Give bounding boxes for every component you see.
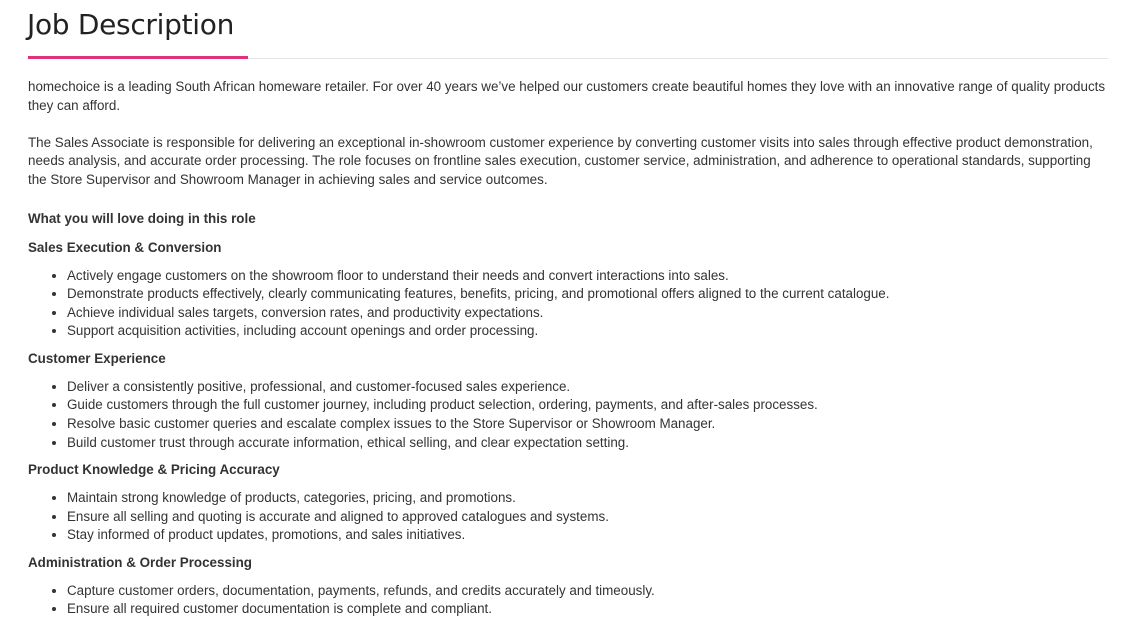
list-item: • Stay informed of product updates, promotions, and sales initiatives. [67, 526, 1108, 545]
role-summary-paragraph: The Sales Associate is responsible for delivering an exceptional in-showroom customer experience by converting customer visits into sales through effective product demonstration, needs analysis, and accurate order processing. The role focuses on frontline sales execution, customer service, administration, and adherence to operational standards, supporting the Store Supervisor and Showroom Manager in achieving sales and service outcomes. [28, 134, 1093, 188]
section-heading-product-knowledge: Product Knowledge & Pricing Accuracy [28, 462, 280, 478]
title-accent-underline [28, 56, 248, 59]
list-item: • Support acquisition activities, including account openings and order processing. [67, 322, 1108, 341]
list-item: • Guide customers through the full customer journey, including product selection, ordering, payments, and after-sales processes. [67, 396, 1108, 415]
page-title: Job Description [27, 8, 235, 41]
section-heading-customer-experience: Customer Experience [28, 350, 166, 366]
section-header [28, 0, 1108, 59]
list-item: • Demonstrate products effectively, clearly communicating features, benefits, pricing, and promotional offers aligned to the current catalogue. [67, 285, 1108, 304]
list-item: • Achieve individual sales targets, conversion rates, and productivity expectations. [67, 304, 1108, 323]
list-item: • Build customer trust through accurate information, ethical selling, and clear expectation setting. [67, 434, 1108, 453]
list-item: • Deliver a consistently positive, professional, and customer-focused sales experience. [67, 378, 1108, 397]
product-knowledge-list [28, 489, 1108, 545]
job-description-body [28, 59, 1108, 619]
list-item: • Actively engage customers on the showroom floor to understand their needs and convert interactions into sales. [67, 267, 1108, 286]
list-item: • Ensure all selling and quoting is accurate and aligned to approved catalogues and systems. [67, 508, 1108, 527]
list-item: • Maintain strong knowledge of products, categories, pricing, and promotions. [67, 489, 1108, 508]
list-item: • Resolve basic customer queries and escalate complex issues to the Store Supervisor or Showroom Manager. [67, 415, 1108, 434]
customer-experience-list [28, 378, 1108, 452]
list-item: • Capture customer orders, documentation, payments, refunds, and credits accurately and timeously. [67, 582, 1108, 601]
list-item: • Ensure all required customer documentation is complete and compliant. [67, 600, 1108, 619]
section-heading-sales-execution: Sales Execution & Conversion [28, 239, 222, 255]
company-intro-paragraph: homechoice is a leading South African homeware retailer. For over 40 years we’ve helped our customers create beautiful homes they love with an innovative range of quality products they can afford. [28, 79, 1106, 113]
section-heading-administration: Administration & Order Processing [28, 554, 252, 570]
sales-execution-list [28, 267, 1108, 341]
responsibilities-heading: What you will love doing in this role [28, 210, 256, 226]
administration-list [28, 582, 1108, 619]
job-description-page [28, 0, 1108, 626]
